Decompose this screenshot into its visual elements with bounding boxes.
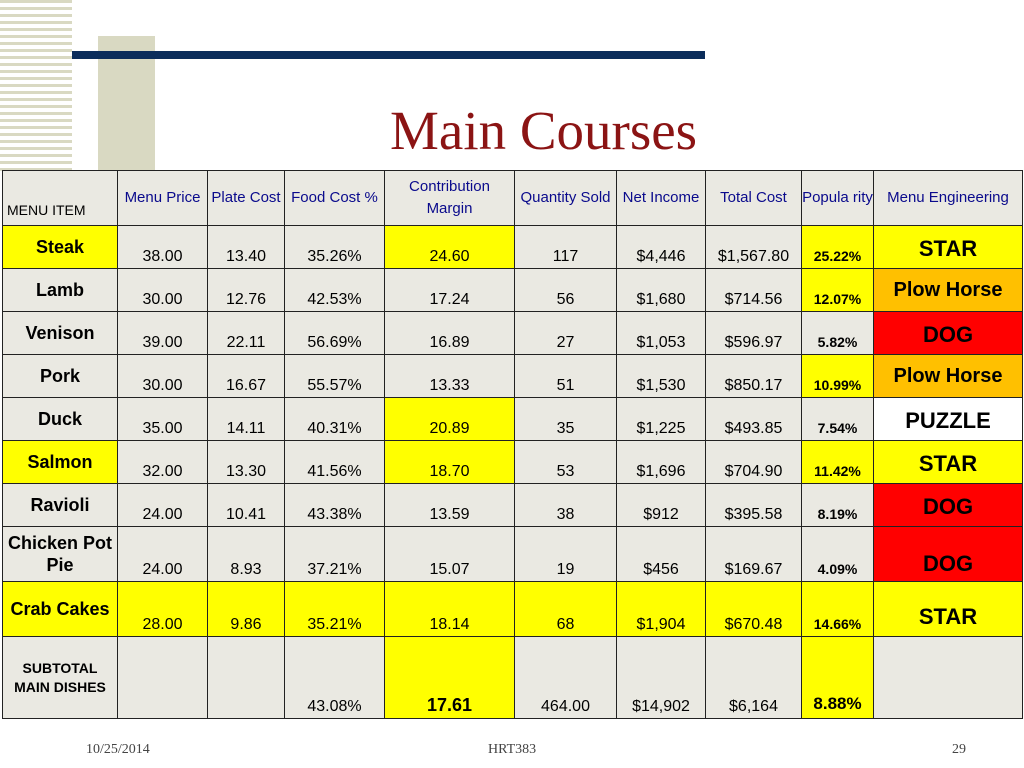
- net-income: $1,530: [617, 355, 706, 398]
- classification-dog: DOG: [874, 527, 1023, 582]
- contribution-margin: 13.33: [385, 355, 515, 398]
- header-total-cost: Total Cost: [706, 171, 802, 226]
- food-cost-pct: 37.21%: [285, 527, 385, 582]
- quantity-sold: 38: [515, 484, 617, 527]
- header-contribution-margin: Contribution Margin: [385, 171, 515, 226]
- total-cost: $670.48: [706, 582, 802, 637]
- total-cost: $169.67: [706, 527, 802, 582]
- total-cost: $714.56: [706, 269, 802, 312]
- total-cost: $493.85: [706, 398, 802, 441]
- total-cost: $850.17: [706, 355, 802, 398]
- subtotal-plate-cost: [208, 637, 285, 719]
- plate-cost: 16.67: [208, 355, 285, 398]
- plate-cost: 22.11: [208, 312, 285, 355]
- header-menu-engineering: Menu Engineering: [874, 171, 1023, 226]
- food-cost-pct: 35.21%: [285, 582, 385, 637]
- quantity-sold: 56: [515, 269, 617, 312]
- food-cost-pct: 56.69%: [285, 312, 385, 355]
- table-row: [3, 226, 1023, 269]
- classification-star: STAR: [874, 226, 1023, 269]
- subtotal-menu-engineering: [874, 637, 1023, 719]
- subtotal-label: SUBTOTAL MAIN DISHES: [3, 637, 118, 719]
- subtotal-total-cost: $6,164: [706, 637, 802, 719]
- total-cost: $596.97: [706, 312, 802, 355]
- popularity-pct: 4.09%: [802, 527, 874, 582]
- table-row: [3, 582, 1023, 637]
- item-name: Crab Cakes: [3, 582, 118, 637]
- table-row: [3, 398, 1023, 441]
- plate-cost: 8.93: [208, 527, 285, 582]
- contribution-margin: 20.89: [385, 398, 515, 441]
- popularity-pct: 25.22%: [802, 226, 874, 269]
- contribution-margin: 24.60: [385, 226, 515, 269]
- popularity-pct: 10.99%: [802, 355, 874, 398]
- classification-star: STAR: [874, 582, 1023, 637]
- footer-date: 10/25/2014: [86, 742, 150, 757]
- quantity-sold: 68: [515, 582, 617, 637]
- menu-price: 38.00: [118, 226, 208, 269]
- table-row: [3, 312, 1023, 355]
- net-income: $4,446: [617, 226, 706, 269]
- net-income: $912: [617, 484, 706, 527]
- footer-course: HRT383: [488, 742, 537, 757]
- table-row: [3, 484, 1023, 527]
- subtotal-food-cost-pct: 43.08%: [285, 637, 385, 719]
- total-cost: $1,567.80: [706, 226, 802, 269]
- food-cost-pct: 55.57%: [285, 355, 385, 398]
- menu-price: 28.00: [118, 582, 208, 637]
- header-menu-price: Menu Price: [118, 171, 208, 226]
- menu-price: 32.00: [118, 441, 208, 484]
- food-cost-pct: 35.26%: [285, 226, 385, 269]
- subtotal-popularity-pct: 8.88%: [802, 637, 874, 719]
- net-income: $1,053: [617, 312, 706, 355]
- item-name: Duck: [3, 398, 118, 441]
- header-quantity-sold: Quantity Sold: [515, 171, 617, 226]
- item-name: Ravioli: [3, 484, 118, 527]
- table-row: [3, 355, 1023, 398]
- popularity-pct: 7.54%: [802, 398, 874, 441]
- contribution-margin: 13.59: [385, 484, 515, 527]
- item-name: Lamb: [3, 269, 118, 312]
- slide-title: Main Courses: [390, 100, 698, 161]
- header-plate-cost: Plate Cost: [208, 171, 285, 226]
- item-name: Steak: [3, 226, 118, 269]
- menu-price: 39.00: [118, 312, 208, 355]
- menu-price: 24.00: [118, 484, 208, 527]
- header-menu-item: MENU ITEM: [3, 171, 118, 226]
- classification-plow-horse: Plow Horse: [874, 269, 1023, 312]
- item-name: Salmon: [3, 441, 118, 484]
- table-row: [3, 527, 1023, 582]
- table-row: [3, 441, 1023, 484]
- plate-cost: 13.40: [208, 226, 285, 269]
- header-food-cost: Food Cost %: [285, 171, 385, 226]
- plate-cost: 14.11: [208, 398, 285, 441]
- net-income: $1,904: [617, 582, 706, 637]
- classification-dog: DOG: [874, 484, 1023, 527]
- subtotal-row: [3, 637, 1023, 719]
- popularity-pct: 5.82%: [802, 312, 874, 355]
- plate-cost: 10.41: [208, 484, 285, 527]
- menu-price: 30.00: [118, 355, 208, 398]
- header-row: [3, 171, 1023, 226]
- menu-price: 30.00: [118, 269, 208, 312]
- contribution-margin: 15.07: [385, 527, 515, 582]
- subtotal-contribution-margin: 17.61: [385, 637, 515, 719]
- decorative-stripes: [0, 0, 72, 172]
- item-name: Venison: [3, 312, 118, 355]
- table-row: [3, 269, 1023, 312]
- total-cost: $704.90: [706, 441, 802, 484]
- contribution-margin: 18.70: [385, 441, 515, 484]
- subtotal-net-income: $14,902: [617, 637, 706, 719]
- net-income: $1,696: [617, 441, 706, 484]
- plate-cost: 9.86: [208, 582, 285, 637]
- quantity-sold: 117: [515, 226, 617, 269]
- subtotal-menu-price: [118, 637, 208, 719]
- menu-engineering-table: [2, 170, 1023, 719]
- quantity-sold: 35: [515, 398, 617, 441]
- food-cost-pct: 41.56%: [285, 441, 385, 484]
- plate-cost: 12.76: [208, 269, 285, 312]
- plate-cost: 13.30: [208, 441, 285, 484]
- classification-puzzle: PUZZLE: [874, 398, 1023, 441]
- item-name: Pork: [3, 355, 118, 398]
- classification-dog: DOG: [874, 312, 1023, 355]
- popularity-pct: 14.66%: [802, 582, 874, 637]
- popularity-pct: 12.07%: [802, 269, 874, 312]
- item-name: Chicken Pot Pie: [3, 527, 118, 582]
- net-income: $456: [617, 527, 706, 582]
- net-income: $1,225: [617, 398, 706, 441]
- title-rule: [72, 51, 705, 59]
- food-cost-pct: 43.38%: [285, 484, 385, 527]
- food-cost-pct: 42.53%: [285, 269, 385, 312]
- popularity-pct: 8.19%: [802, 484, 874, 527]
- quantity-sold: 27: [515, 312, 617, 355]
- food-cost-pct: 40.31%: [285, 398, 385, 441]
- contribution-margin: 18.14: [385, 582, 515, 637]
- subtotal-quantity-sold: 464.00: [515, 637, 617, 719]
- net-income: $1,680: [617, 269, 706, 312]
- quantity-sold: 19: [515, 527, 617, 582]
- contribution-margin: 17.24: [385, 269, 515, 312]
- quantity-sold: 53: [515, 441, 617, 484]
- total-cost: $395.58: [706, 484, 802, 527]
- quantity-sold: 51: [515, 355, 617, 398]
- classification-plow-horse: Plow Horse: [874, 355, 1023, 398]
- menu-price: 35.00: [118, 398, 208, 441]
- footer-page-number: 29: [952, 742, 966, 757]
- classification-star: STAR: [874, 441, 1023, 484]
- contribution-margin: 16.89: [385, 312, 515, 355]
- header-popularity: Popula rity: [802, 171, 874, 226]
- menu-price: 24.00: [118, 527, 208, 582]
- popularity-pct: 11.42%: [802, 441, 874, 484]
- header-net-income: Net Income: [617, 171, 706, 226]
